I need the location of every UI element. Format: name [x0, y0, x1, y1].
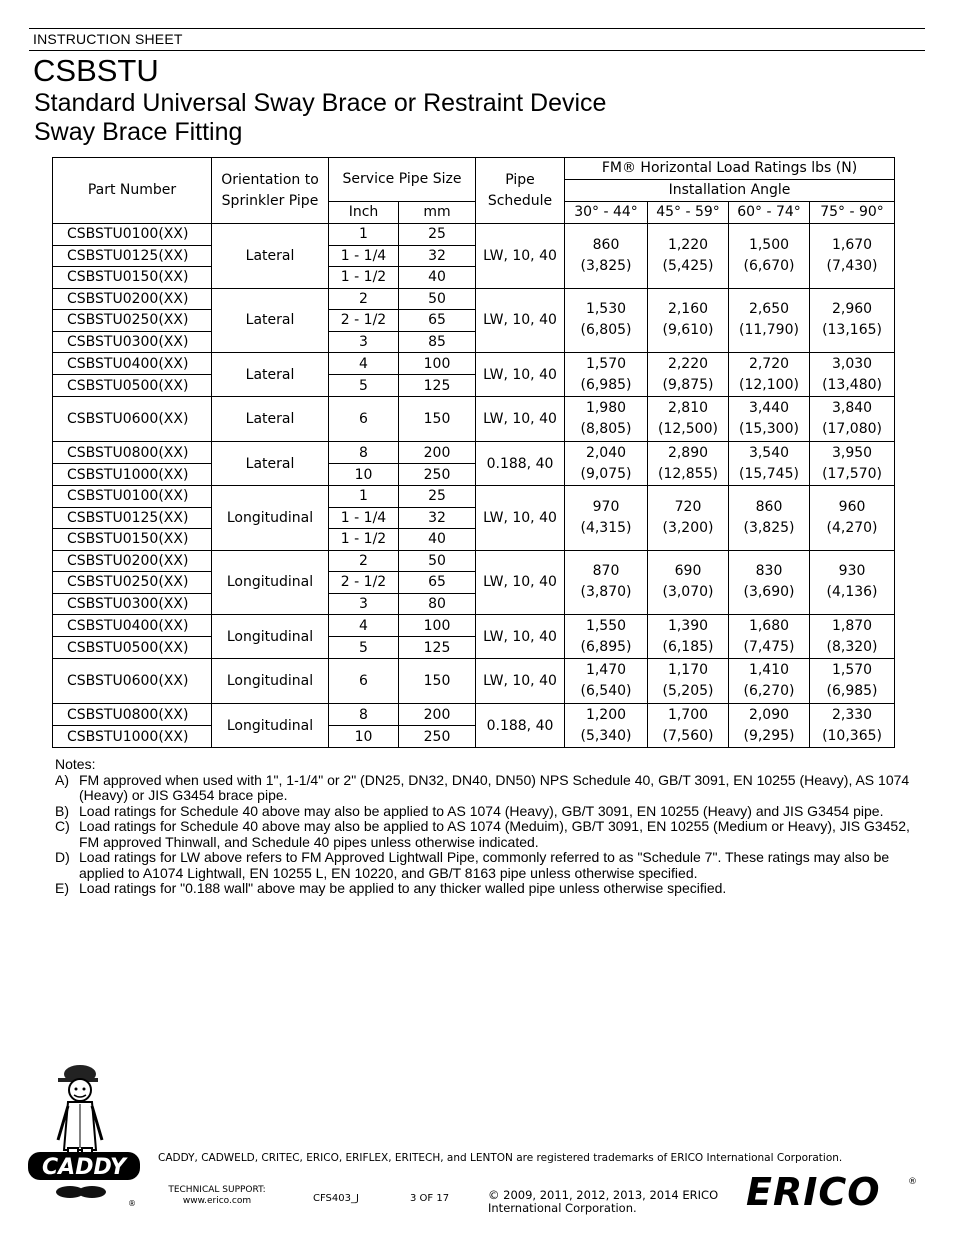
part-number-cell: CSBSTU0125(XX) [53, 507, 212, 529]
pipe-size-inch-cell: 2 - 1/2 [329, 310, 399, 332]
load-rating-lbs: 690 [674, 563, 702, 580]
load-rating-lbs: 860 [755, 498, 783, 515]
load-rating-lbs: 1,170 [667, 662, 709, 678]
load-rating-lbs: 1,680 [748, 617, 790, 634]
load-rating-newtons: (3,825) [580, 257, 632, 274]
load-rating-newtons: (6,185) [662, 638, 714, 655]
load-rating-cell [565, 486, 648, 551]
part-number-cell: CSBSTU1000(XX) [53, 464, 212, 486]
pipe-size-mm-cell: 100 [399, 615, 476, 637]
caddy-logo-icon [24, 1060, 144, 1210]
load-rating-lbs: 870 [592, 563, 620, 580]
pipe-size-mm-cell: 50 [399, 288, 476, 310]
orientation-cell: Longitudinal [212, 486, 329, 551]
pipe-size-mm-cell: 65 [399, 310, 476, 332]
note-letter: E) [55, 880, 69, 896]
orientation-cell: Longitudinal [212, 550, 329, 615]
load-rating-cell [810, 659, 895, 704]
note-item [55, 850, 915, 881]
load-rating-lbs: 2,960 [831, 301, 873, 318]
pipe-size-mm-cell: 250 [399, 464, 476, 486]
pipe-size-mm-cell: 25 [399, 224, 476, 246]
load-rating-lbs: 2,890 [667, 444, 709, 461]
pipe-size-inch-cell: 1 - 1/2 [329, 267, 399, 289]
pipe-size-mm-cell: 125 [399, 637, 476, 659]
note-item [55, 819, 915, 850]
load-rating-lbs: 1,220 [667, 236, 709, 253]
table-row [53, 704, 895, 726]
svg-text:®: ® [128, 1199, 136, 1208]
header-mm: mm [399, 202, 476, 224]
load-rating-cell [648, 397, 729, 442]
load-rating-cell [729, 704, 810, 748]
header-orientation-line-2: Sprinkler Pipe [221, 192, 319, 209]
note-letter: B) [55, 802, 69, 819]
svg-text:ERICO: ERICO [746, 1170, 881, 1212]
pipe-size-inch-cell: 3 [329, 331, 399, 353]
pipe-size-inch-cell: 1 [329, 224, 399, 246]
load-rating-lbs: 3,440 [748, 400, 790, 416]
pipe-schedule-cell: LW, 10, 40 [476, 224, 565, 289]
load-rating-cell [648, 704, 729, 748]
load-rating-lbs: 3,840 [831, 400, 873, 416]
header-inch: Inch [329, 202, 399, 224]
pipe-size-mm-cell: 32 [399, 245, 476, 267]
note-text: FM approved when used with 1", 1-1/4" or 2" (DN25, DN32, DN40, DN50) NPS Schedule 40, GB/T 3091, EN 10255 (Heavy), AS 1074 (Heavy) or JIS G3454 brace pipe. [79, 771, 910, 803]
pipe-size-inch-cell: 5 [329, 637, 399, 659]
load-rating-lbs: 1,670 [831, 236, 873, 253]
load-rating-newtons: (5,340) [580, 727, 632, 744]
part-number-cell: CSBSTU0125(XX) [53, 245, 212, 267]
table-row [53, 486, 895, 508]
pipe-size-mm-cell: 200 [399, 704, 476, 726]
load-rating-newtons: (3,825) [743, 519, 795, 536]
note-text: Load ratings for Schedule 40 above may also be applied to AS 1074 (Heavy), GB/T 3091, EN 10255 (Heavy) and JIS G3454 pipe. [79, 802, 884, 819]
load-rating-lbs: 1,550 [585, 617, 627, 634]
load-rating-cell [729, 615, 810, 659]
pipe-size-inch-cell: 1 - 1/2 [329, 529, 399, 551]
load-rating-cell [565, 397, 648, 442]
pipe-size-mm-cell: 85 [399, 331, 476, 353]
pipe-size-inch-cell: 1 - 1/4 [329, 245, 399, 267]
pipe-size-inch-cell: 5 [329, 375, 399, 397]
pipe-size-mm-cell: 200 [399, 442, 476, 464]
load-rating-cell [810, 288, 895, 353]
load-rating-lbs: 1,570 [585, 355, 627, 372]
load-rating-cell [648, 288, 729, 353]
part-number-cell: CSBSTU0400(XX) [53, 353, 212, 375]
load-rating-newtons: (11,790) [739, 322, 799, 339]
load-rating-lbs: 860 [592, 236, 620, 253]
load-rating-newtons: (5,425) [662, 257, 714, 274]
note-text: Load ratings for "0.188 wall" above may be applied to any thicker walled pipe unless otherwise specified. [79, 880, 727, 896]
load-rating-lbs: 2,220 [667, 355, 709, 372]
load-rating-newtons: (5,205) [662, 683, 714, 699]
pipe-size-mm-cell: 40 [399, 529, 476, 551]
header-fm-title: FM® Horizontal Load Ratings lbs (N) [565, 158, 895, 180]
copyright-line-2: International Corporation. [488, 1201, 637, 1215]
load-rating-cell [648, 486, 729, 551]
load-rating-lbs: 1,570 [831, 662, 873, 678]
erico-logo-icon [742, 1170, 922, 1212]
header-pipe-line-2: Schedule [487, 192, 553, 209]
load-rating-lbs: 1,530 [585, 301, 627, 318]
load-rating-newtons: (4,136) [826, 584, 878, 601]
part-number-cell: CSBSTU0800(XX) [53, 704, 212, 726]
part-number-cell: CSBSTU1000(XX) [53, 726, 212, 748]
load-rating-cell [729, 288, 810, 353]
table-row [53, 550, 895, 572]
top-rule [29, 28, 925, 29]
load-rating-newtons: (12,100) [739, 376, 799, 393]
load-rating-lbs: 2,330 [831, 706, 873, 723]
load-rating-newtons: (13,480) [822, 376, 882, 393]
load-rating-cell [648, 442, 729, 486]
load-rating-cell [648, 550, 729, 615]
notes-section [55, 757, 915, 897]
load-rating-newtons: (8,805) [580, 421, 632, 437]
pipe-size-mm-cell: 80 [399, 593, 476, 615]
load-rating-cell [565, 224, 648, 289]
table-row [53, 615, 895, 637]
note-text: Load ratings for LW above refers to FM Approved Lightwall Pipe, commonly referred to as "Schedule 7". These ratings may also be applied to A1074 Lightwall, EN 10255 L, EN 10220, and GB/T 8163 pipe unless otherwise specified. [79, 849, 890, 881]
load-rating-newtons: (15,300) [739, 421, 799, 437]
load-rating-cell [648, 353, 729, 397]
pipe-schedule-cell: LW, 10, 40 [476, 397, 565, 442]
load-rating-newtons: (6,270) [743, 683, 795, 699]
load-rating-cell [729, 224, 810, 289]
table-row [53, 288, 895, 310]
load-rating-cell [810, 486, 895, 551]
orientation-cell: Lateral [212, 442, 329, 486]
load-rating-cell [729, 550, 810, 615]
load-rating-lbs: 1,700 [667, 706, 709, 723]
part-number-cell: CSBSTU0400(XX) [53, 615, 212, 637]
pipe-schedule-cell: LW, 10, 40 [476, 486, 565, 551]
load-rating-lbs: 2,090 [748, 706, 790, 723]
load-rating-cell [565, 615, 648, 659]
pipe-size-inch-cell: 6 [329, 659, 399, 704]
load-ratings-table [52, 157, 895, 748]
table-row [53, 353, 895, 375]
pipe-size-mm-cell: 25 [399, 486, 476, 508]
orientation-cell: Longitudinal [212, 615, 329, 659]
table-body [53, 224, 895, 748]
load-rating-cell [729, 353, 810, 397]
orientation-cell: Lateral [212, 397, 329, 442]
part-number-cell: CSBSTU0250(XX) [53, 572, 212, 594]
load-rating-cell [810, 550, 895, 615]
load-rating-newtons: (12,500) [658, 421, 718, 437]
pipe-size-inch-cell: 8 [329, 704, 399, 726]
pipe-size-inch-cell: 4 [329, 353, 399, 375]
header-service-pipe-size: Service Pipe Size [329, 158, 476, 202]
load-rating-cell [565, 353, 648, 397]
table-row [53, 397, 895, 442]
load-rating-cell [810, 224, 895, 289]
pipe-size-inch-cell: 3 [329, 593, 399, 615]
note-item [55, 773, 915, 804]
pipe-size-inch-cell: 4 [329, 615, 399, 637]
header-angle-3: 60° - 74° [729, 202, 810, 224]
load-rating-cell [729, 486, 810, 551]
load-rating-lbs: 930 [838, 563, 866, 580]
footer-doc-number: CFS403_J [313, 1193, 359, 1204]
header-rule [29, 50, 925, 51]
load-rating-newtons: (6,670) [743, 257, 795, 274]
load-rating-newtons: (9,875) [662, 376, 714, 393]
orientation-cell: Longitudinal [212, 659, 329, 704]
header-label: INSTRUCTION SHEET [33, 31, 183, 47]
note-text: Load ratings for Schedule 40 above may also be applied to AS 1074 (Meduim), GB/T 3091, EN 10255 (Medium or Heavy), JIS G3452, FM approved Thinwall, and Schedule 40 pipes unless otherwise indicated. [79, 818, 910, 850]
table-row [53, 224, 895, 246]
load-rating-lbs: 1,410 [748, 662, 790, 678]
load-rating-newtons: (6,895) [580, 638, 632, 655]
header-angle-1: 30° - 44° [565, 202, 648, 224]
part-number-cell: CSBSTU0150(XX) [53, 529, 212, 551]
load-rating-lbs: 1,390 [667, 617, 709, 634]
pipe-size-inch-cell: 10 [329, 726, 399, 748]
load-rating-lbs: 960 [838, 498, 866, 515]
load-rating-cell [810, 353, 895, 397]
pipe-schedule-cell: LW, 10, 40 [476, 288, 565, 353]
load-rating-newtons: (17,570) [822, 465, 882, 482]
header-part-number: Part Number [53, 158, 212, 224]
part-number-cell: CSBSTU0100(XX) [53, 486, 212, 508]
load-rating-newtons: (7,430) [826, 257, 878, 274]
note-letter: A) [55, 771, 69, 788]
pipe-size-mm-cell: 150 [399, 397, 476, 442]
part-number-cell: CSBSTU0600(XX) [53, 397, 212, 442]
header-installation-angle: Installation Angle [565, 180, 895, 202]
load-rating-cell [810, 704, 895, 748]
svg-text:CADDY: CADDY [42, 1155, 126, 1180]
load-rating-newtons: (15,745) [739, 465, 799, 482]
load-rating-cell [648, 224, 729, 289]
doc-title: CSBSTU [33, 53, 159, 88]
pipe-schedule-cell: LW, 10, 40 [476, 353, 565, 397]
pipe-schedule-cell: 0.188, 40 [476, 442, 565, 486]
load-rating-cell [648, 615, 729, 659]
footer-support [167, 1185, 267, 1207]
load-rating-newtons: (12,855) [658, 465, 718, 482]
pipe-size-mm-cell: 150 [399, 659, 476, 704]
load-rating-newtons: (3,870) [580, 584, 632, 601]
orientation-cell: Longitudinal [212, 704, 329, 748]
load-rating-lbs: 2,650 [748, 301, 790, 318]
header-orientation-line-1: Orientation to [221, 171, 319, 188]
load-rating-lbs: 2,810 [667, 400, 709, 416]
load-rating-cell [565, 442, 648, 486]
pipe-size-mm-cell: 65 [399, 572, 476, 594]
pipe-schedule-cell: 0.188, 40 [476, 704, 565, 748]
load-rating-newtons: (4,270) [826, 519, 878, 536]
pipe-size-mm-cell: 125 [399, 375, 476, 397]
load-rating-lbs: 3,540 [748, 444, 790, 461]
support-label: TECHNICAL SUPPORT: [168, 1185, 266, 1195]
pipe-size-mm-cell: 32 [399, 507, 476, 529]
load-rating-lbs: 2,040 [585, 444, 627, 461]
load-rating-cell [648, 659, 729, 704]
load-rating-cell [729, 442, 810, 486]
load-rating-lbs: 1,500 [748, 236, 790, 253]
pipe-size-inch-cell: 1 [329, 486, 399, 508]
load-rating-lbs: 1,470 [585, 662, 627, 678]
load-rating-lbs: 1,200 [585, 706, 627, 723]
header-angle-4: 75° - 90° [810, 202, 895, 224]
copyright-line-1: © 2009, 2011, 2012, 2013, 2014 ERICO [488, 1188, 719, 1202]
load-rating-newtons: (7,560) [662, 727, 714, 744]
load-rating-cell [565, 704, 648, 748]
header-pipe-schedule [476, 158, 565, 224]
pipe-schedule-cell: LW, 10, 40 [476, 615, 565, 659]
table-row [53, 442, 895, 464]
pipe-size-mm-cell: 50 [399, 550, 476, 572]
pipe-schedule-cell: LW, 10, 40 [476, 659, 565, 704]
pipe-size-mm-cell: 250 [399, 726, 476, 748]
load-rating-newtons: (8,320) [826, 638, 878, 655]
note-item [55, 881, 915, 897]
load-rating-newtons: (9,295) [743, 727, 795, 744]
orientation-cell: Lateral [212, 288, 329, 353]
part-number-cell: CSBSTU0250(XX) [53, 310, 212, 332]
table-row [53, 659, 895, 704]
load-rating-cell [565, 288, 648, 353]
load-rating-lbs: 1,980 [585, 400, 627, 416]
pipe-size-inch-cell: 2 [329, 288, 399, 310]
notes-heading: Notes: [55, 756, 96, 772]
load-rating-newtons: (10,365) [822, 727, 882, 744]
load-rating-cell [565, 550, 648, 615]
load-rating-lbs: 720 [674, 498, 702, 515]
load-rating-lbs: 3,950 [831, 444, 873, 461]
part-number-cell: CSBSTU0500(XX) [53, 637, 212, 659]
part-number-cell: CSBSTU0150(XX) [53, 267, 212, 289]
load-rating-cell [565, 659, 648, 704]
load-rating-newtons: (3,070) [662, 584, 714, 601]
pipe-size-inch-cell: 6 [329, 397, 399, 442]
part-number-cell: CSBSTU0300(XX) [53, 593, 212, 615]
footer-copyright [488, 1189, 728, 1215]
header-angle-2: 45° - 59° [648, 202, 729, 224]
load-rating-lbs: 830 [755, 563, 783, 580]
part-number-cell: CSBSTU0100(XX) [53, 224, 212, 246]
load-rating-newtons: (6,985) [580, 376, 632, 393]
load-rating-lbs: 2,720 [748, 355, 790, 372]
header-orientation [212, 158, 329, 224]
pipe-size-inch-cell: 10 [329, 464, 399, 486]
orientation-cell: Lateral [212, 353, 329, 397]
load-rating-newtons: (4,315) [580, 519, 632, 536]
load-rating-cell [810, 615, 895, 659]
svg-text:®: ® [908, 1177, 917, 1187]
pipe-size-inch-cell: 2 [329, 550, 399, 572]
note-letter: C) [55, 818, 70, 834]
pipe-schedule-cell: LW, 10, 40 [476, 550, 565, 615]
part-number-cell: CSBSTU0300(XX) [53, 331, 212, 353]
load-rating-newtons: (17,080) [822, 421, 882, 437]
load-rating-newtons: (9,610) [662, 322, 714, 339]
doc-subtitle-2: Sway Brace Fitting [34, 118, 243, 146]
part-number-cell: CSBSTU0600(XX) [53, 659, 212, 704]
support-url[interactable]: www.erico.com [182, 1196, 252, 1206]
pipe-size-inch-cell: 1 - 1/4 [329, 507, 399, 529]
load-rating-newtons: (3,690) [743, 584, 795, 601]
load-rating-cell [729, 397, 810, 442]
load-rating-lbs: 970 [592, 498, 620, 515]
orientation-cell: Lateral [212, 224, 329, 289]
load-rating-lbs: 2,160 [667, 301, 709, 318]
load-rating-newtons: (13,165) [822, 322, 882, 339]
part-number-cell: CSBSTU0200(XX) [53, 550, 212, 572]
load-rating-cell [729, 659, 810, 704]
load-rating-newtons: (7,475) [743, 638, 795, 655]
note-item [55, 804, 915, 820]
load-rating-newtons: (6,540) [580, 683, 632, 699]
header-pipe-line-1: Pipe [505, 171, 535, 188]
load-rating-newtons: (6,985) [826, 683, 878, 699]
part-number-cell: CSBSTU0200(XX) [53, 288, 212, 310]
pipe-size-mm-cell: 40 [399, 267, 476, 289]
load-rating-lbs: 1,870 [831, 617, 873, 634]
part-number-cell: CSBSTU0800(XX) [53, 442, 212, 464]
load-rating-newtons: (9,075) [580, 465, 632, 482]
load-rating-newtons: (6,805) [580, 322, 632, 339]
footer-trademarks: CADDY, CADWELD, CRITEC, ERICO, ERIFLEX, ERITECH, and LENTON are registered trademarks of ERICO International Corporation. [158, 1152, 843, 1164]
footer-page-number: 3 OF 17 [410, 1193, 450, 1204]
doc-subtitle-1: Standard Universal Sway Brace or Restraint Device [34, 89, 607, 117]
load-rating-cell [810, 397, 895, 442]
load-rating-cell [810, 442, 895, 486]
part-number-cell: CSBSTU0500(XX) [53, 375, 212, 397]
load-rating-lbs: 3,030 [831, 355, 873, 372]
pipe-size-inch-cell: 2 - 1/2 [329, 572, 399, 594]
load-rating-newtons: (3,200) [662, 519, 714, 536]
pipe-size-inch-cell: 8 [329, 442, 399, 464]
note-letter: D) [55, 849, 70, 865]
pipe-size-mm-cell: 100 [399, 353, 476, 375]
